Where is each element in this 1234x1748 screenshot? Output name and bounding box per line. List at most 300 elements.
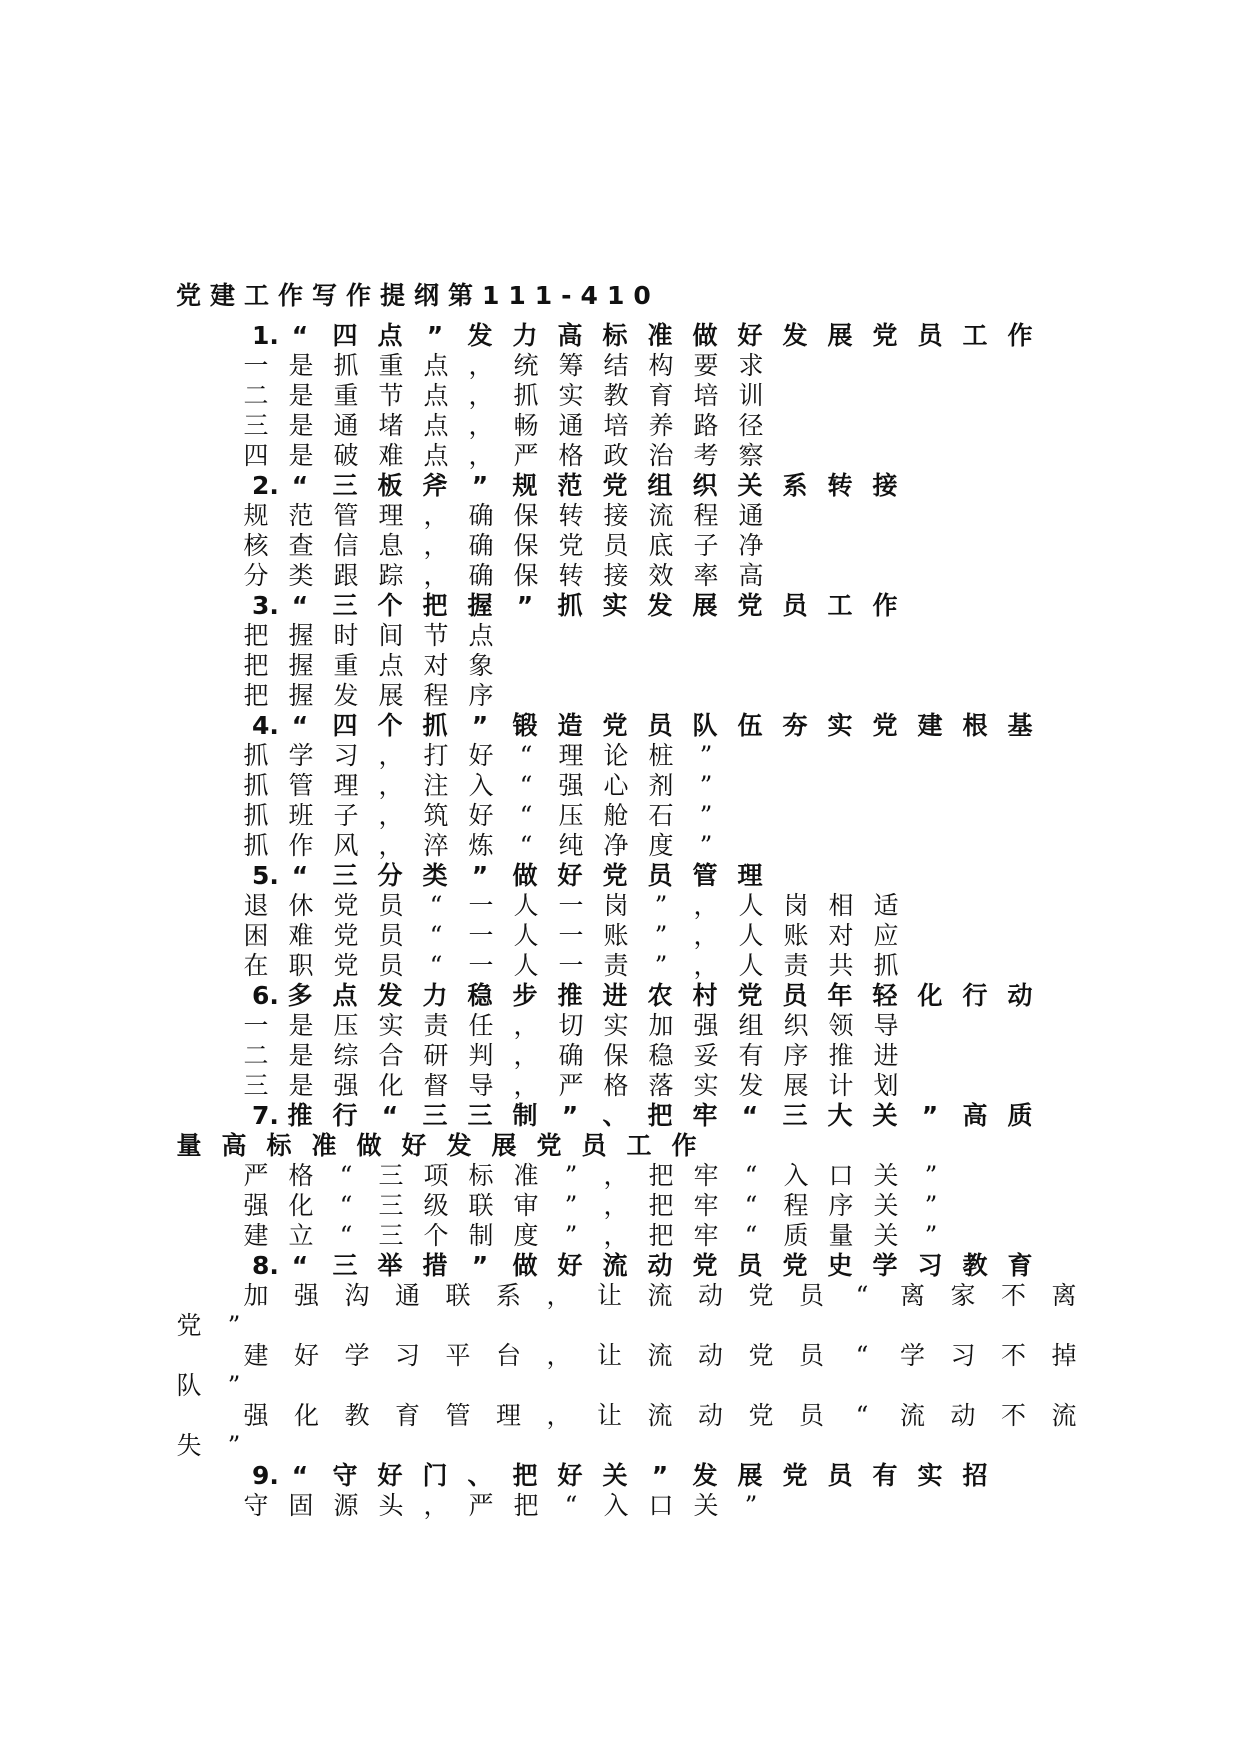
glyph: 展 [692,591,718,620]
glyph: 好 [557,1251,583,1280]
outline-line [0,1071,1234,1101]
glyph: 强 [293,1281,320,1310]
glyph: 通 [738,501,764,530]
glyph: 一 [468,891,494,920]
glyph: 训 [738,381,764,410]
glyph: ” [471,471,489,500]
glyph: 转 [827,471,853,500]
glyph: “ [519,801,533,830]
glyph: 发 [446,1131,472,1160]
glyph: 育 [1007,1251,1033,1280]
glyph: 子 [693,531,719,560]
glyph: 实 [558,381,584,410]
glyph: 保 [513,501,539,530]
glyph: 核 [243,531,269,560]
glyph: 把 [647,1101,673,1130]
glyph: 组 [647,471,673,500]
glyph: 是 [288,441,314,470]
glyph: 动 [697,1401,724,1430]
glyph: 准 [513,1161,539,1190]
glyph: 账 [783,921,809,950]
glyph: 注 [423,771,449,800]
glyph: “ [339,1221,353,1250]
glyph: 分 [377,861,403,890]
glyph: ” [924,1161,938,1190]
glyph: 重 [333,651,359,680]
glyph: ， [603,1161,629,1190]
outline-line [0,741,1234,771]
glyph: 管 [333,501,359,530]
glyph: 纯 [558,831,584,860]
glyph: 展 [491,1131,517,1160]
glyph: 困 [243,921,269,950]
glyph: 二 [243,1041,269,1070]
glyph: 入 [603,1491,629,1520]
outline-heading [0,591,1234,621]
glyph: 实 [602,591,628,620]
glyph: 点 [378,651,404,680]
glyph: 账 [603,921,629,950]
glyph: 抓 [513,381,539,410]
outline-line [0,621,1234,651]
glyph: 一 [558,921,584,950]
glyph: 员 [798,1401,825,1430]
glyph: 动 [1007,981,1033,1010]
glyph: ， [468,411,494,440]
glyph: ， [603,1221,629,1250]
glyph: 理 [495,1401,522,1430]
glyph: “ [519,771,533,800]
glyph: 类 [288,561,314,590]
glyph: 步 [512,981,538,1010]
glyph: 净 [603,831,629,860]
glyph: 员 [647,861,673,890]
glyph: 做 [512,1251,538,1280]
glyph: 习 [333,741,359,770]
glyph: 建 [917,711,943,740]
glyph: 员 [378,951,404,980]
glyph: ， [378,741,404,770]
glyph: ， [423,501,449,530]
glyph: 推 [287,1101,313,1130]
glyph: 一 [558,951,584,980]
glyph: 班 [288,801,314,830]
glyph: 是 [288,351,314,380]
glyph: “ [291,591,309,620]
glyph: 导 [873,1011,899,1040]
glyph: 动 [950,1401,976,1430]
glyph: 握 [288,651,314,680]
glyph: 平 [445,1341,471,1370]
glyph: 一 [243,351,269,380]
glyph: 根 [962,711,988,740]
outline-line [0,1371,1234,1401]
glyph: 立 [288,1221,314,1250]
glyph: 抓 [243,831,269,860]
outline-number: 9. [252,1461,279,1490]
glyph: 发 [782,321,808,350]
glyph: 稳 [648,1041,674,1070]
glyph: 范 [557,471,583,500]
glyph: 高 [557,321,583,350]
glyph: 程 [423,681,449,710]
outline-line [0,651,1234,681]
glyph: 四 [332,321,358,350]
outline-line [0,441,1234,471]
glyph: 通 [558,411,584,440]
glyph: ” [699,741,713,770]
glyph: 任 [468,1011,494,1040]
glyph: 台 [495,1341,522,1370]
glyph: 织 [692,471,718,500]
glyph: 组 [738,1011,764,1040]
glyph: 格 [558,441,584,470]
glyph: 制 [468,1221,494,1250]
glyph: 象 [468,651,494,680]
glyph: 员 [737,1251,763,1280]
glyph: 党 [782,1461,808,1490]
glyph: 准 [311,1131,337,1160]
glyph: “ [429,891,443,920]
glyph: 握 [288,621,314,650]
glyph: 人 [738,891,764,920]
glyph: 规 [243,501,269,530]
glyph: 把 [243,621,269,650]
glyph: 工 [962,321,988,350]
glyph: 三 [243,1071,269,1100]
glyph: 三 [378,1191,404,1220]
glyph: 压 [558,801,584,830]
glyph: 发 [738,1071,764,1100]
glyph: 流 [647,1341,673,1370]
glyph: ， [513,1041,539,1070]
glyph: 培 [693,381,719,410]
glyph: 是 [288,381,314,410]
glyph: “ [744,1161,758,1190]
glyph: 责 [603,951,629,980]
glyph: 严 [243,1161,269,1190]
outline-line [0,681,1234,711]
glyph: 好 [468,741,494,770]
glyph: 把 [648,1191,674,1220]
glyph: 源 [333,1491,359,1520]
glyph: 人 [738,951,764,980]
outline-line [0,891,1234,921]
glyph: “ [291,1251,309,1280]
glyph: 点 [468,621,494,650]
glyph: “ [855,1281,869,1310]
glyph: 级 [423,1191,449,1220]
glyph: 让 [596,1401,623,1430]
glyph: 高 [221,1131,247,1160]
glyph: “ [291,711,309,740]
glyph: 好 [557,1461,583,1490]
glyph: 对 [423,651,449,680]
glyph: 理 [333,771,359,800]
glyph: ” [699,771,713,800]
glyph: 察 [738,441,764,470]
glyph: 个 [377,591,403,620]
glyph: 抓 [243,771,269,800]
glyph: 分 [243,561,269,590]
glyph: 筹 [558,351,584,380]
glyph: 关 [737,471,763,500]
glyph: 口 [648,1491,674,1520]
glyph: 点 [423,351,449,380]
glyph: 习 [394,1341,421,1370]
glyph: 通 [394,1281,421,1310]
glyph: 划 [873,1071,899,1100]
glyph: 好 [557,861,583,890]
glyph: ” [426,321,444,350]
glyph: 抓 [873,951,899,980]
glyph: ， [468,441,494,470]
glyph: 接 [872,471,898,500]
glyph: 查 [288,531,314,560]
glyph: 规 [512,471,538,500]
outline-line [0,351,1234,381]
glyph: 切 [558,1011,584,1040]
glyph: 路 [693,411,719,440]
glyph: 关 [602,1461,628,1490]
glyph: 保 [603,1041,629,1070]
glyph: 建 [243,1341,269,1370]
glyph: 石 [648,801,674,830]
glyph: 学 [872,1251,898,1280]
glyph: 夯 [782,711,808,740]
outline-heading [0,711,1234,741]
glyph: 关 [872,1101,898,1130]
glyph: 入 [468,771,494,800]
glyph: 三 [378,1221,404,1250]
glyph: 责 [783,951,809,980]
glyph: 员 [782,591,808,620]
glyph: 时 [333,621,359,650]
glyph: 求 [738,351,764,380]
glyph: 多 [287,981,313,1010]
glyph: 管 [445,1401,471,1430]
glyph: 党 [692,1251,718,1280]
glyph: 转 [558,561,584,590]
glyph: 构 [648,351,674,380]
outline-heading [0,471,1234,501]
glyph: 关 [873,1221,899,1250]
glyph: 是 [288,1011,314,1040]
glyph: “ [855,1401,869,1430]
glyph: 展 [378,681,404,710]
glyph: 离 [899,1281,926,1310]
glyph: 联 [468,1191,494,1220]
glyph: 教 [962,1251,988,1280]
glyph: 要 [693,351,719,380]
outline-heading [0,861,1234,891]
glyph: 招 [962,1461,988,1490]
outline-number: 8. [252,1251,279,1280]
glyph: 学 [288,741,314,770]
glyph: ” [227,1371,241,1400]
glyph: ， [378,831,404,860]
glyph: ” [654,891,668,920]
glyph: 三 [782,1101,808,1130]
glyph: 实 [827,711,853,740]
glyph: 重 [333,381,359,410]
glyph: 理 [558,741,584,770]
glyph: 工 [626,1131,652,1160]
outline-number: 1. [252,321,279,350]
glyph: 学 [344,1341,370,1370]
glyph: 头 [378,1491,404,1520]
glyph: 把 [422,591,448,620]
glyph: 保 [513,531,539,560]
glyph: 三 [332,861,358,890]
glyph: “ [519,741,533,770]
glyph: 展 [737,1461,763,1490]
glyph: 人 [738,921,764,950]
glyph: 净 [738,531,764,560]
glyph: 抓 [333,351,359,380]
glyph: ” [561,1101,579,1130]
glyph: 难 [378,441,404,470]
glyph: 间 [378,621,404,650]
outline-number: 5. [252,861,279,890]
glyph: “ [291,321,309,350]
glyph: 斧 [422,471,448,500]
glyph: 流 [602,1251,628,1280]
glyph: 流 [1051,1401,1077,1430]
glyph: ， [423,1491,449,1520]
glyph: 实 [603,1011,629,1040]
glyph: 把 [243,651,269,680]
glyph: ” [654,951,668,980]
glyph: 化 [293,1401,320,1430]
glyph: 门 [422,1461,448,1490]
glyph: 党 [333,921,359,950]
glyph: 序 [468,681,494,710]
glyph: “ [519,831,533,860]
glyph: 量 [176,1131,202,1160]
glyph: 失 [176,1431,202,1460]
outline-line [0,921,1234,951]
glyph: ” [744,1491,758,1520]
glyph: ， [603,1191,629,1220]
glyph: “ [564,1491,578,1520]
glyph: 不 [1000,1341,1027,1370]
glyph: 适 [873,891,899,920]
glyph: 做 [692,321,718,350]
glyph: 育 [648,381,674,410]
glyph: 应 [873,921,899,950]
glyph: 接 [603,501,629,530]
glyph: 把 [648,1161,674,1190]
glyph: 关 [873,1161,899,1190]
glyph: 员 [827,1461,853,1490]
glyph: ” [227,1431,241,1460]
glyph: 通 [333,411,359,440]
glyph: 党 [737,981,763,1010]
glyph: ” [924,1221,938,1250]
glyph: 跟 [333,561,359,590]
glyph: 四 [243,441,269,470]
glyph: ， [378,801,404,830]
glyph: 综 [333,1041,359,1070]
glyph: 口 [828,1161,854,1190]
glyph: 发 [467,321,493,350]
glyph: 确 [468,561,494,590]
glyph: 队 [692,711,718,740]
glyph: 考 [693,441,719,470]
glyph: 牢 [692,1101,718,1130]
glyph: 底 [648,531,674,560]
glyph: 息 [378,531,404,560]
glyph: 伍 [737,711,763,740]
glyph: 三 [378,1161,404,1190]
glyph: 筑 [423,801,449,830]
glyph: 序 [828,1191,854,1220]
glyph: 把 [648,1221,674,1250]
glyph: 培 [603,411,629,440]
glyph: ， [513,1011,539,1040]
glyph: 退 [243,891,269,920]
glyph: 举 [377,1251,403,1280]
outline-line [0,1491,1234,1521]
glyph: “ [339,1191,353,1220]
glyph: 确 [468,501,494,530]
glyph: 点 [377,321,403,350]
glyph: 三 [332,1251,358,1280]
glyph: ， [693,891,719,920]
glyph: 推 [828,1041,854,1070]
glyph: ， [546,1341,572,1370]
glyph: 展 [827,321,853,350]
glyph: 责 [423,1011,449,1040]
glyph: 桩 [648,741,674,770]
glyph: 村 [692,981,718,1010]
glyph: 锻 [512,711,538,740]
glyph: 员 [798,1281,825,1310]
glyph: 基 [1007,711,1033,740]
glyph: 质 [1007,1101,1033,1130]
glyph: 效 [648,561,674,590]
glyph: 党 [872,711,898,740]
outline-number: 6. [252,981,279,1010]
glyph: 党 [602,471,628,500]
glyph: 强 [558,771,584,800]
glyph: 织 [783,1011,809,1040]
glyph: 掉 [1051,1341,1077,1370]
glyph: 舱 [603,801,629,830]
glyph: 对 [828,921,854,950]
glyph: 流 [899,1401,926,1430]
glyph: 稳 [467,981,493,1010]
glyph: 三 [467,1101,493,1130]
glyph: “ [744,1191,758,1220]
glyph: “ [741,1101,759,1130]
outline-line [0,1191,1234,1221]
glyph: 关 [873,1191,899,1220]
glyph: “ [339,1161,353,1190]
glyph: 理 [378,501,404,530]
glyph: 导 [468,1071,494,1100]
glyph: 理 [737,861,763,890]
glyph: 固 [288,1491,314,1520]
glyph: 结 [603,351,629,380]
glyph: ” [921,1101,939,1130]
glyph: 督 [423,1071,449,1100]
glyph: 党 [333,951,359,980]
glyph: 党 [748,1401,774,1430]
glyph: 学 [899,1341,926,1370]
glyph: 化 [378,1071,404,1100]
